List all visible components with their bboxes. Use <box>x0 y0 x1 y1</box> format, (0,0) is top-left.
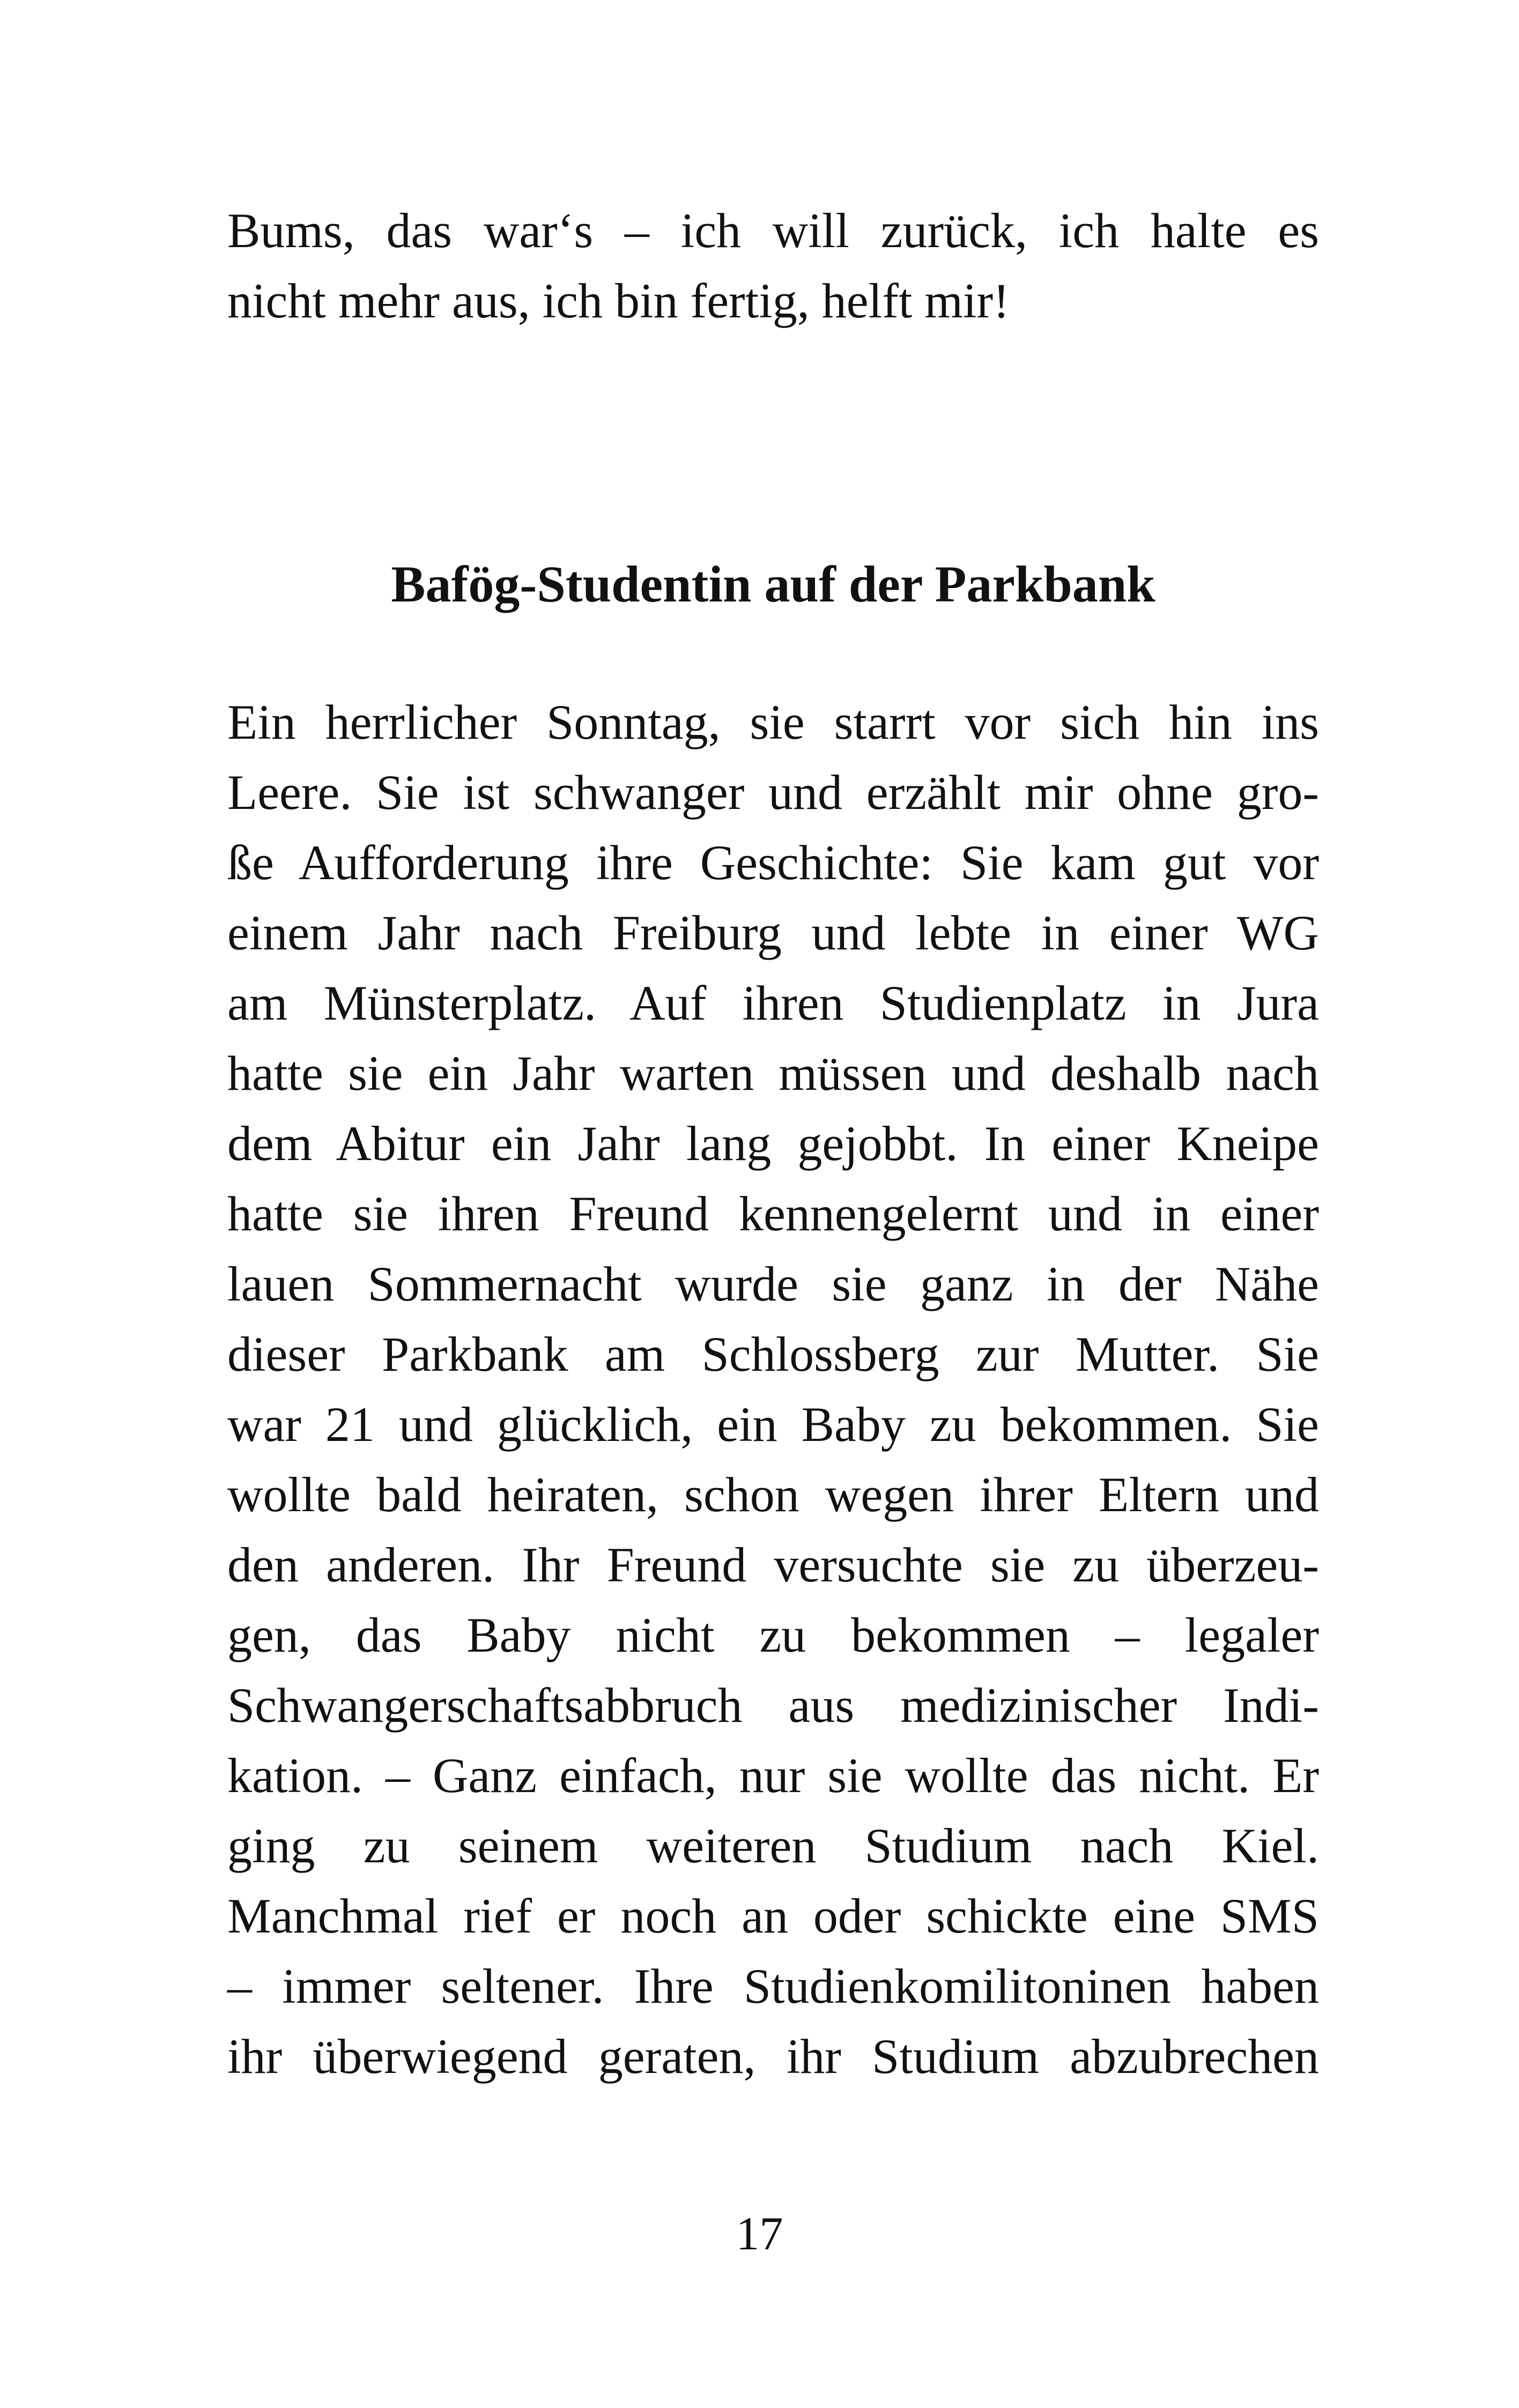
text-line: am Münsterplatz. Auf ihren Studienplatz in Jura <box>227 976 1319 1030</box>
section-heading: Bafög-Studentin auf der Parkbank <box>391 555 1155 613</box>
text-line: – immer seltener. Ihre Studienkomilitoninen haben <box>227 1959 1319 2013</box>
text-line: ging zu seinem weiteren Studium nach Kiel. <box>227 1818 1319 1873</box>
text-line: dem Abitur ein Jahr lang gejobbt. In einer Kneipe <box>227 1116 1319 1171</box>
text-line: Schwangerschaftsabbruch aus medizinischer Indi- <box>227 1678 1319 1733</box>
text-line: den anderen. Ihr Freund versuchte sie zu überzeu- <box>227 1537 1319 1592</box>
text-line: hatte sie ihren Freund kennengelernt und in einer <box>227 1186 1319 1241</box>
text-line: kation. – Ganz einfach, nur sie wollte das nicht. Er <box>227 1748 1319 1803</box>
text-line: wollte bald heiraten, schon wegen ihrer Eltern und <box>227 1467 1319 1522</box>
text-line: gen, das Baby nicht zu bekommen – legaler <box>227 1608 1319 1662</box>
text-line: ße Aufforderung ihre Geschichte: Sie kam gut vor <box>227 835 1319 890</box>
text-line: ihr überwiegend geraten, ihr Studium abzubrechen <box>227 2029 1319 2084</box>
text-line: war 21 und glücklich, ein Baby zu bekommen. Sie <box>227 1397 1319 1452</box>
text-line: einem Jahr nach Freiburg und lebte in einer WG <box>227 905 1319 960</box>
text-line: Bums, das war‘s – ich will zurück, ich halte es <box>227 203 1319 258</box>
intro-paragraph <box>227 196 1319 336</box>
text-line: Leere. Sie ist schwanger und erzählt mir ohne gro- <box>227 765 1319 820</box>
text-line: nicht mehr aus, ich bin fertig, helft mir! <box>227 273 1010 328</box>
page-number: 17 <box>736 2208 783 2260</box>
text-line: Ein herrlicher Sonntag, sie starrt vor sich hin ins <box>227 695 1319 749</box>
text-line: dieser Parkbank am Schlossberg zur Mutter. Sie <box>227 1327 1319 1381</box>
text-line: lauen Sommernacht wurde sie ganz in der Nähe <box>227 1257 1319 1311</box>
text-line: Manchmal rief er noch an oder schickte eine SMS <box>227 1889 1319 1943</box>
text-line: hatte sie ein Jahr warten müssen und deshalb nach <box>227 1046 1319 1101</box>
story-paragraph <box>227 687 1319 2092</box>
